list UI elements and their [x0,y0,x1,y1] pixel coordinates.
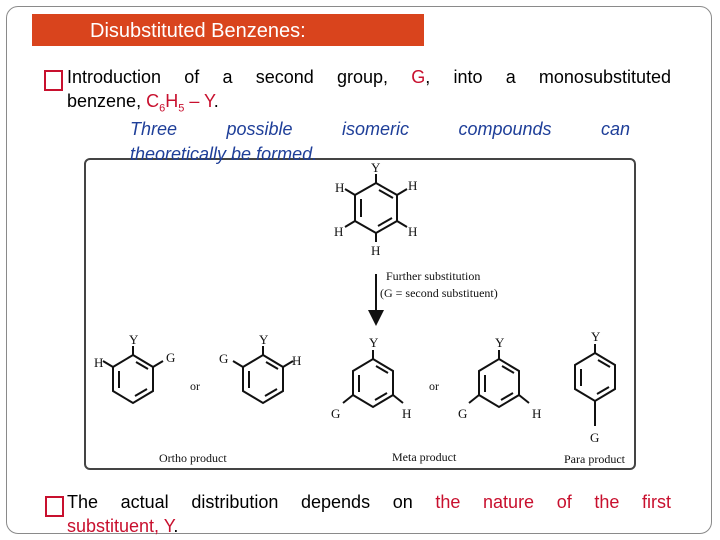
svg-text:H: H [334,224,344,239]
bullet2-line2 [67,514,178,538]
svg-text:Y: Y [495,335,505,350]
bullet1-benzene: benzene, [67,91,147,111]
svg-text:H: H [408,178,418,193]
bullet-box-icon [44,70,63,91]
svg-text:G: G [590,430,600,445]
slide-title: Disubstituted Benzenes: [32,14,424,46]
svg-text:G: G [166,350,176,365]
bullet2-red-text: the nature of the first [435,492,672,512]
ortho-product-label: Ortho product [159,451,227,465]
meta-product-label: Meta product [392,450,457,464]
top-y-label: Y [371,160,381,175]
svg-text:H: H [335,180,345,195]
sub-point-line2: theoretically be formed. [130,144,318,164]
para-product-label: Para product [564,452,625,466]
svg-text:H: H [408,224,418,239]
bullet2-end: . [173,516,179,536]
bullet1-text-a: Introduction of a second group, [67,67,389,87]
bullet2-substituent: substituent, Y [67,516,174,536]
svg-text:H: H [371,243,381,258]
bullet2-line1 [67,490,671,514]
svg-text:Y: Y [591,329,601,344]
bullet2-text: The actual distribution depends on [67,492,413,512]
svg-text:H: H [292,353,302,368]
svg-text:H: H [94,355,104,370]
or-label-2: or [429,379,439,393]
or-label-1: or [190,379,200,393]
bullet1-g: G [411,67,426,87]
bullet-box-icon-2 [45,496,64,517]
bullet1-formula: $C_6H_5$ – Y [146,91,214,115]
svg-text:G: G [219,351,229,366]
substitution-diagram [84,158,636,470]
svg-text:Y: Y [259,332,269,347]
svg-text:H: H [402,406,412,421]
svg-text:Y: Y [369,335,379,350]
arrow-label-1: Further substitution [386,269,481,283]
bullet1-line1 [67,65,671,89]
svg-text:H: H [532,406,542,421]
arrow-label-2: (G = second substituent) [380,286,498,300]
svg-text:G: G [458,406,468,421]
bullet1-end: . [213,91,219,111]
bullet1-text-b: , into a monosubstituted [425,67,671,87]
sub-point-line1: Three possible isomeric compounds can [130,119,630,139]
svg-text:Y: Y [129,332,139,347]
svg-text:G: G [331,406,341,421]
bullet1-line2 [67,89,219,113]
